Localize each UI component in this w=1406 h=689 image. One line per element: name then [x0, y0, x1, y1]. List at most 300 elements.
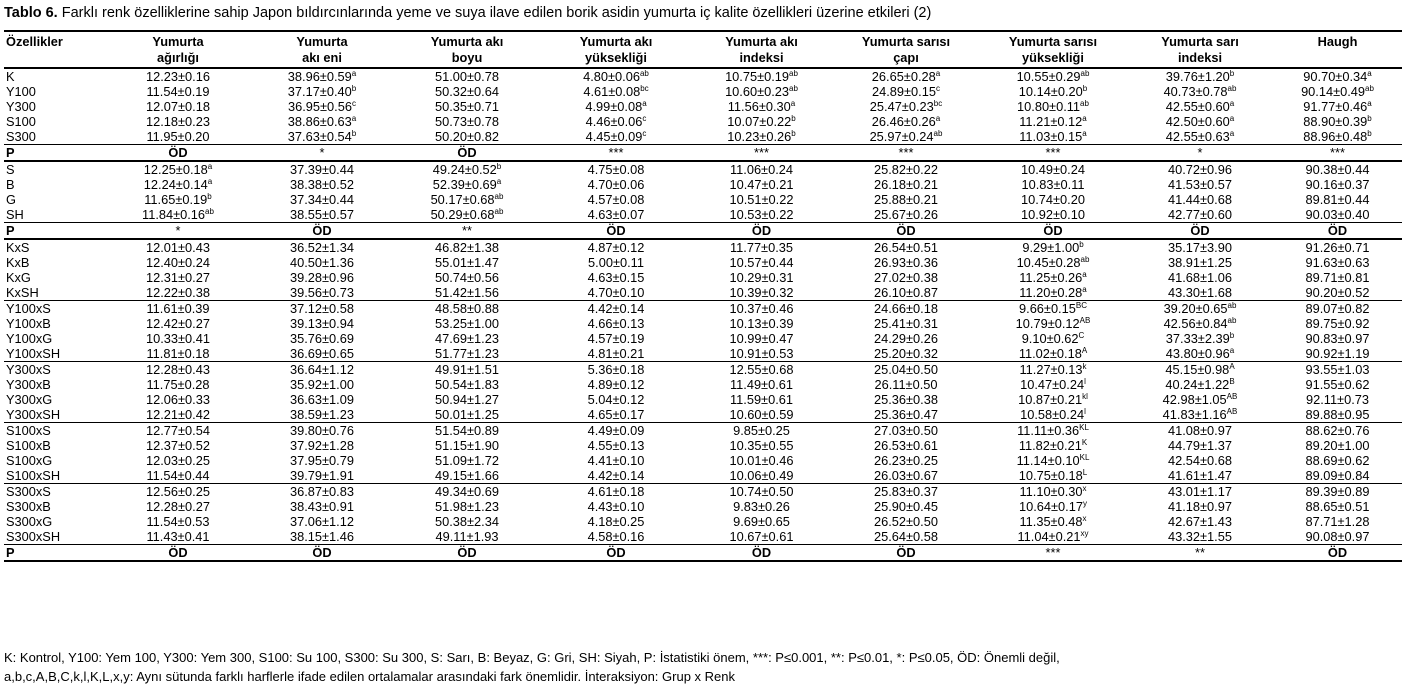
- table-cell: [104, 301, 252, 317]
- table-row: [4, 362, 1402, 378]
- cell-value: 90.03±0.40: [1305, 207, 1370, 222]
- significance-letter: b: [791, 129, 796, 138]
- p-value: ÖD: [392, 545, 542, 562]
- cell-value: 12.77±0.54: [146, 423, 210, 438]
- table-cell: [979, 129, 1127, 145]
- cell-value: 10.14±0.20: [1018, 84, 1083, 99]
- table-cell: [1127, 499, 1273, 514]
- table-cell: [252, 407, 392, 423]
- cell-value: 26.10±0.87: [874, 285, 938, 300]
- table-cell: [979, 192, 1127, 207]
- table-cell: [979, 207, 1127, 223]
- significance-row: [4, 145, 1402, 162]
- table-cell: [542, 192, 690, 207]
- header-yumurta-aki-boyu: Yumurta akı boyu: [430, 34, 504, 65]
- table-cell: [690, 438, 833, 453]
- cell-value: 10.75±0.19: [725, 69, 790, 84]
- cell-value: 4.42±0.14: [587, 468, 645, 483]
- cell-value: 4.63±0.15: [587, 270, 645, 285]
- table-cell: [979, 362, 1127, 378]
- table-row: [4, 484, 1402, 500]
- significance-letter: a: [351, 69, 357, 78]
- cell-value: 43.80±0.96: [1165, 346, 1230, 361]
- row-label: KxSH: [6, 285, 39, 300]
- table-caption: [4, 5, 931, 21]
- significance-letter: a: [935, 114, 941, 123]
- cell-value: 90.92±1.19: [1305, 346, 1370, 361]
- cell-value: 10.47±0.24: [1020, 377, 1085, 392]
- cell-value: 11.54±0.19: [146, 84, 210, 99]
- table-cell: [104, 68, 252, 84]
- cell-value: 36.87±0.83: [290, 484, 354, 499]
- significance-letter: a: [1229, 114, 1235, 123]
- table-cell: [252, 514, 392, 529]
- table-cell: [252, 423, 392, 439]
- significance-letter: a: [642, 99, 647, 108]
- cell-value: 11.43±0.41: [146, 529, 210, 544]
- cell-value: 36.64±1.12: [290, 362, 354, 377]
- note-abbreviations: K: Kontrol, Y100: Yem 100, Y300: Yem 300, S100: Su 100, S300: Su 300, S: Sarı, B: Beyaz, G: Gri, SH: Siyah, P: İstatistiki önem, ***: P≤0.001, **: P≤0.01, *: P≤0.05, ÖD: Önemli değil,: [4, 650, 1060, 665]
- cell-value: 12.31±0.27: [146, 270, 210, 285]
- significance-letter: BC: [1075, 301, 1087, 310]
- cell-value: 50.20±0.82: [435, 129, 499, 144]
- cell-value: 5.04±0.12: [587, 392, 645, 407]
- table-cell: [979, 529, 1127, 545]
- table-cell: [833, 423, 979, 439]
- cell-value: 89.39±0.89: [1305, 484, 1370, 499]
- table-cell: [252, 114, 392, 129]
- table-cell: [1273, 68, 1402, 84]
- significance-letter: ab: [494, 207, 504, 216]
- significance-letter: b: [1367, 114, 1372, 123]
- cell-value: 12.37±0.52: [146, 438, 210, 453]
- cell-value: 11.95±0.20: [146, 129, 210, 144]
- cell-value: 11.10±0.30: [1019, 484, 1083, 499]
- table-cell: [979, 331, 1127, 346]
- cell-value: 38.91±1.25: [1168, 255, 1232, 270]
- cell-value: 12.07±0.18: [146, 99, 210, 114]
- row-label: Y300xB: [6, 377, 51, 392]
- table-cell: [542, 301, 690, 317]
- table-cell: [1127, 177, 1273, 192]
- cell-value: 89.20±1.00: [1305, 438, 1370, 453]
- significance-letter: C: [1078, 331, 1085, 340]
- cell-value: 4.46±0.06: [585, 114, 643, 129]
- table-cell: [104, 407, 252, 423]
- table-cell: [690, 423, 833, 439]
- cell-value: 25.36±0.47: [874, 407, 938, 422]
- table-cell: [104, 514, 252, 529]
- table-cell: [979, 301, 1127, 317]
- significance-letter: b: [1082, 84, 1088, 93]
- p-value: ÖD: [252, 223, 392, 240]
- table-header: [4, 31, 1402, 68]
- table-cell: [1127, 239, 1273, 255]
- cell-value: 35.92±1.00: [290, 377, 354, 392]
- cell-value: 38.15±1.46: [290, 529, 354, 544]
- significance-letter: kl: [1082, 392, 1088, 401]
- cell-value: 39.20±0.65: [1163, 301, 1228, 316]
- cell-value: 12.23±0.16: [146, 69, 210, 84]
- cell-value: 11.11±0.36: [1017, 423, 1080, 438]
- table-cell: [833, 392, 979, 407]
- cell-value: 4.61±0.18: [587, 484, 645, 499]
- table-cell: [252, 192, 392, 207]
- table-cell: [104, 423, 252, 439]
- p-value: ***: [979, 545, 1127, 562]
- table-cell: [252, 84, 392, 99]
- cell-value: 53.25±1.00: [435, 316, 499, 331]
- significance-letter: L: [1082, 468, 1088, 477]
- table-cell: [1273, 129, 1402, 145]
- significance-letter: b: [351, 129, 357, 138]
- cell-value: 40.72±0.96: [1168, 162, 1232, 177]
- cell-value: 51.09±1.72: [435, 453, 499, 468]
- cell-value: 10.37±0.46: [729, 301, 794, 316]
- cell-value: 4.89±0.12: [587, 377, 645, 392]
- cell-value: 26.18±0.21: [874, 177, 938, 192]
- row-label: S300xSH: [6, 529, 61, 544]
- cell-value: 88.90±0.39: [1303, 114, 1368, 129]
- caption-label: Tablo 6.: [4, 5, 58, 21]
- cell-value: 12.21±0.42: [146, 407, 210, 422]
- cell-value: 50.01±1.25: [435, 407, 499, 422]
- table-cell: [979, 68, 1127, 84]
- note-letters: a,b,c,A,B,C,k,l,K,L,x,y: Aynı sütunda farklı harflerle ifade edilen ortalamalar arasındaki fark önemlidir. İnteraksiyon: Grup x Renk: [4, 669, 735, 684]
- cell-value: 26.46±0.26: [871, 114, 936, 129]
- table-cell: [392, 362, 542, 378]
- cell-value: 42.50±0.60: [1165, 114, 1230, 129]
- cell-value: 90.14±0.49: [1301, 84, 1366, 99]
- cell-value: 38.86±0.63: [287, 114, 352, 129]
- cell-value: 11.02±0.18: [1018, 346, 1082, 361]
- significance-letter: bc: [640, 84, 649, 93]
- cell-value: 88.65±0.51: [1305, 499, 1370, 514]
- row-label: SH: [6, 207, 24, 222]
- cell-value: 40.73±0.78: [1163, 84, 1228, 99]
- table-cell: [833, 114, 979, 129]
- cell-value: 36.95±0.56: [288, 99, 352, 114]
- table-cell: [979, 468, 1127, 484]
- cell-value: 25.67±0.26: [874, 207, 938, 222]
- cell-value: 25.20±0.32: [874, 346, 938, 361]
- p-value: ÖD: [104, 545, 252, 562]
- significance-letter: a: [790, 99, 796, 108]
- cell-value: 10.83±0.11: [1021, 177, 1085, 192]
- cell-value: 11.54±0.53: [146, 514, 210, 529]
- table-cell: [1273, 499, 1402, 514]
- significance-letter: ab: [1227, 301, 1237, 310]
- table-row: [4, 453, 1402, 468]
- header-yumurta-sari-indeksi: Yumurta sarı indeksi: [1161, 34, 1239, 65]
- table-cell: [104, 438, 252, 453]
- table-cell: [1273, 316, 1402, 331]
- cell-value: 50.74±0.56: [435, 270, 499, 285]
- cell-value: 4.99±0.08: [585, 99, 643, 114]
- significance-letter: a: [1082, 270, 1087, 279]
- significance-letter: a: [1367, 99, 1372, 108]
- cell-value: 40.50±1.36: [290, 255, 354, 270]
- table-cell: [392, 192, 542, 207]
- table-cell: [979, 255, 1127, 270]
- table-cell: [392, 129, 542, 145]
- table-cell: [833, 161, 979, 177]
- table-cell: [1273, 99, 1402, 114]
- cell-value: 43.32±1.55: [1168, 529, 1232, 544]
- row-label: S100: [6, 114, 36, 129]
- table-cell: [252, 270, 392, 285]
- cell-value: 91.63±0.63: [1305, 255, 1370, 270]
- cell-value: 40.24±1.22: [1165, 377, 1230, 392]
- table-cell: [1127, 438, 1273, 453]
- table-cell: [1273, 346, 1402, 362]
- table-cell: [392, 499, 542, 514]
- cell-value: 11.75±0.28: [146, 377, 210, 392]
- p-value: ÖD: [690, 545, 833, 562]
- cell-value: 10.87±0.21: [1018, 392, 1083, 407]
- significance-letter: a: [1229, 346, 1235, 355]
- table-cell: [1273, 177, 1402, 192]
- header-row: [4, 31, 1402, 68]
- significance-letter: c: [935, 84, 940, 93]
- significance-letter: KL: [1079, 453, 1090, 462]
- row-label: Y100xB: [6, 316, 51, 331]
- cell-value: 4.80±0.06: [583, 69, 640, 84]
- table-cell: [1273, 468, 1402, 484]
- cell-value: 87.71±1.28: [1305, 514, 1370, 529]
- table-cell: [542, 84, 690, 99]
- table-cell: [252, 392, 392, 407]
- significance-letter: l: [1084, 407, 1086, 416]
- cell-value: 4.70±0.10: [587, 285, 645, 300]
- table-cell: [392, 207, 542, 223]
- cell-value: 10.33±0.41: [146, 331, 210, 346]
- cell-value: 12.25±0.18: [143, 162, 208, 177]
- row-label: Y300xSH: [6, 407, 61, 422]
- table-cell: [690, 270, 833, 285]
- row-label: KxB: [6, 255, 30, 270]
- cell-value: 10.29±0.31: [729, 270, 794, 285]
- cell-value: 4.58±0.16: [587, 529, 645, 544]
- table-cell: [979, 392, 1127, 407]
- table-cell: [690, 346, 833, 362]
- table-cell: [252, 99, 392, 114]
- row-label: KxS: [6, 240, 30, 255]
- cell-value: 10.74±0.50: [729, 484, 794, 499]
- cell-value: 47.69±1.23: [435, 331, 499, 346]
- significance-letter: ab: [205, 207, 214, 216]
- significance-letter: b: [1079, 240, 1084, 249]
- cell-value: 90.16±0.37: [1305, 177, 1370, 192]
- table-cell: [392, 239, 542, 255]
- significance-letter: ab: [1080, 69, 1090, 78]
- p-value: ***: [690, 145, 833, 162]
- table-row: [4, 316, 1402, 331]
- table-cell: [1127, 331, 1273, 346]
- table-cell: [104, 529, 252, 545]
- cell-value: 12.28±0.43: [146, 362, 210, 377]
- table-cell: [1273, 529, 1402, 545]
- cell-value: 12.42±0.27: [146, 316, 210, 331]
- table-row: [4, 499, 1402, 514]
- table-cell: [252, 285, 392, 301]
- p-value: ***: [979, 145, 1127, 162]
- table-cell: [252, 207, 392, 223]
- cell-value: 10.23±0.26: [727, 129, 792, 144]
- table-cell: [979, 316, 1127, 331]
- table-cell: [1127, 362, 1273, 378]
- cell-value: 41.08±0.97: [1168, 423, 1232, 438]
- table-cell: [392, 423, 542, 439]
- table-cell: [690, 192, 833, 207]
- significance-letter: AB: [1079, 316, 1091, 325]
- table-cell: [833, 468, 979, 484]
- table-cell: [104, 499, 252, 514]
- table-row: [4, 114, 1402, 129]
- table-row: [4, 239, 1402, 255]
- significance-letter: B: [1229, 377, 1235, 386]
- significance-letter: ab: [1227, 84, 1237, 93]
- table-cell: [104, 346, 252, 362]
- cell-value: 4.75±0.08: [587, 162, 645, 177]
- cell-value: 37.34±0.44: [290, 192, 354, 207]
- significance-letter: x: [1082, 484, 1087, 493]
- table-cell: [252, 68, 392, 84]
- cell-value: 41.83±1.16: [1162, 407, 1227, 422]
- cell-value: 4.49±0.09: [587, 423, 645, 438]
- cell-value: 11.14±0.10: [1016, 453, 1080, 468]
- table-cell: [833, 301, 979, 317]
- table-cell: [542, 114, 690, 129]
- cell-value: 38.96±0.59: [287, 69, 352, 84]
- table-cell: [979, 346, 1127, 362]
- cell-value: 37.33±2.39: [1165, 331, 1230, 346]
- cell-value: 10.39±0.32: [729, 285, 794, 300]
- cell-value: 4.63±0.07: [587, 207, 645, 222]
- table-cell: [690, 114, 833, 129]
- cell-value: 10.13±0.39: [729, 316, 794, 331]
- cell-value: 51.77±1.23: [435, 346, 499, 361]
- cell-value: 9.85±0.25: [733, 423, 790, 438]
- p-value: **: [1127, 545, 1273, 562]
- cell-value: 10.92±0.10: [1021, 207, 1085, 222]
- cell-value: 42.56±0.84: [1163, 316, 1228, 331]
- p-label: P: [4, 145, 104, 162]
- cell-value: 11.04±0.21: [1017, 529, 1081, 544]
- table-cell: [1273, 453, 1402, 468]
- p-value: ÖD: [104, 145, 252, 162]
- significance-letter: a: [1082, 129, 1087, 138]
- significance-letter: ab: [1080, 99, 1089, 108]
- table-cell: [104, 129, 252, 145]
- table-cell: [252, 377, 392, 392]
- cell-value: 26.11±0.50: [874, 377, 938, 392]
- row-label: S300xG: [6, 514, 53, 529]
- cell-value: 11.35±0.48: [1019, 514, 1083, 529]
- p-value: ÖD: [833, 223, 979, 240]
- cell-value: 90.83±0.97: [1305, 331, 1370, 346]
- table-cell: [690, 514, 833, 529]
- table-row: [4, 255, 1402, 270]
- row-label: Y300: [6, 99, 36, 114]
- cell-value: 27.03±0.50: [874, 423, 938, 438]
- header-ozellikler: Özellikler: [6, 34, 63, 49]
- table-cell: [979, 285, 1127, 301]
- significance-letter: a: [496, 177, 502, 186]
- significance-letter: A: [1229, 362, 1235, 371]
- significance-letter: b: [791, 114, 796, 123]
- table-cell: [690, 331, 833, 346]
- row-label: Y100xS: [4, 301, 104, 317]
- cell-value: 49.91±1.51: [435, 362, 499, 377]
- table-row: [4, 161, 1402, 177]
- table-cell: [833, 529, 979, 545]
- table-cell: [252, 529, 392, 545]
- cell-value: 36.63±1.09: [290, 392, 354, 407]
- table-cell: [1127, 514, 1273, 529]
- table-row: [4, 301, 1402, 317]
- cell-value: 37.63±0.54: [287, 129, 352, 144]
- table-cell: [1127, 377, 1273, 392]
- cell-value: 26.03±0.67: [874, 468, 938, 483]
- cell-value: 42.55±0.60: [1165, 99, 1230, 114]
- table-row: [4, 68, 1402, 84]
- table-cell: [542, 362, 690, 378]
- cell-value: 4.41±0.10: [587, 453, 645, 468]
- cell-value: 4.57±0.08: [587, 192, 645, 207]
- table-cell: [542, 468, 690, 484]
- table-cell: [1273, 301, 1402, 317]
- cell-value: 42.77±0.60: [1168, 207, 1232, 222]
- p-value: ÖD: [979, 223, 1127, 240]
- cell-value: 10.35±0.55: [729, 438, 794, 453]
- table-row: [4, 99, 1402, 114]
- table-cell: [252, 239, 392, 255]
- significance-letter: ab: [639, 69, 649, 78]
- table-cell: [1127, 407, 1273, 423]
- significance-letter: ab: [1080, 255, 1090, 264]
- table-cell: [690, 362, 833, 378]
- table-cell: [104, 207, 252, 223]
- cell-value: 37.39±0.44: [290, 162, 354, 177]
- cell-value: 89.88±0.95: [1305, 407, 1370, 422]
- table-cell: [392, 270, 542, 285]
- significance-letter: ab: [789, 69, 798, 78]
- table-row: [4, 84, 1402, 99]
- table-cell: [979, 484, 1127, 500]
- cell-value: 39.56±0.73: [290, 285, 354, 300]
- significance-letter: a: [207, 162, 213, 171]
- header-yumurta-aki-yuksekligi: Yumurta akı yüksekliği: [579, 34, 653, 65]
- cell-value: 51.98±1.23: [435, 499, 499, 514]
- table-cell: [392, 301, 542, 317]
- table-cell: [833, 255, 979, 270]
- table-cell: [392, 468, 542, 484]
- significance-letter: a: [1367, 69, 1372, 78]
- cell-value: 5.00±0.11: [588, 255, 644, 270]
- table-row: [4, 514, 1402, 529]
- significance-letter: l: [1084, 377, 1086, 386]
- cell-value: 90.38±0.44: [1305, 162, 1370, 177]
- table-cell: [833, 331, 979, 346]
- cell-value: 37.06±1.12: [290, 514, 354, 529]
- table-cell: [1127, 316, 1273, 331]
- p-value: ÖD: [690, 223, 833, 240]
- cell-value: 25.36±0.38: [874, 392, 938, 407]
- significance-letter: k: [1082, 362, 1087, 371]
- cell-value: 38.55±0.57: [290, 207, 354, 222]
- significance-row: [4, 545, 1402, 562]
